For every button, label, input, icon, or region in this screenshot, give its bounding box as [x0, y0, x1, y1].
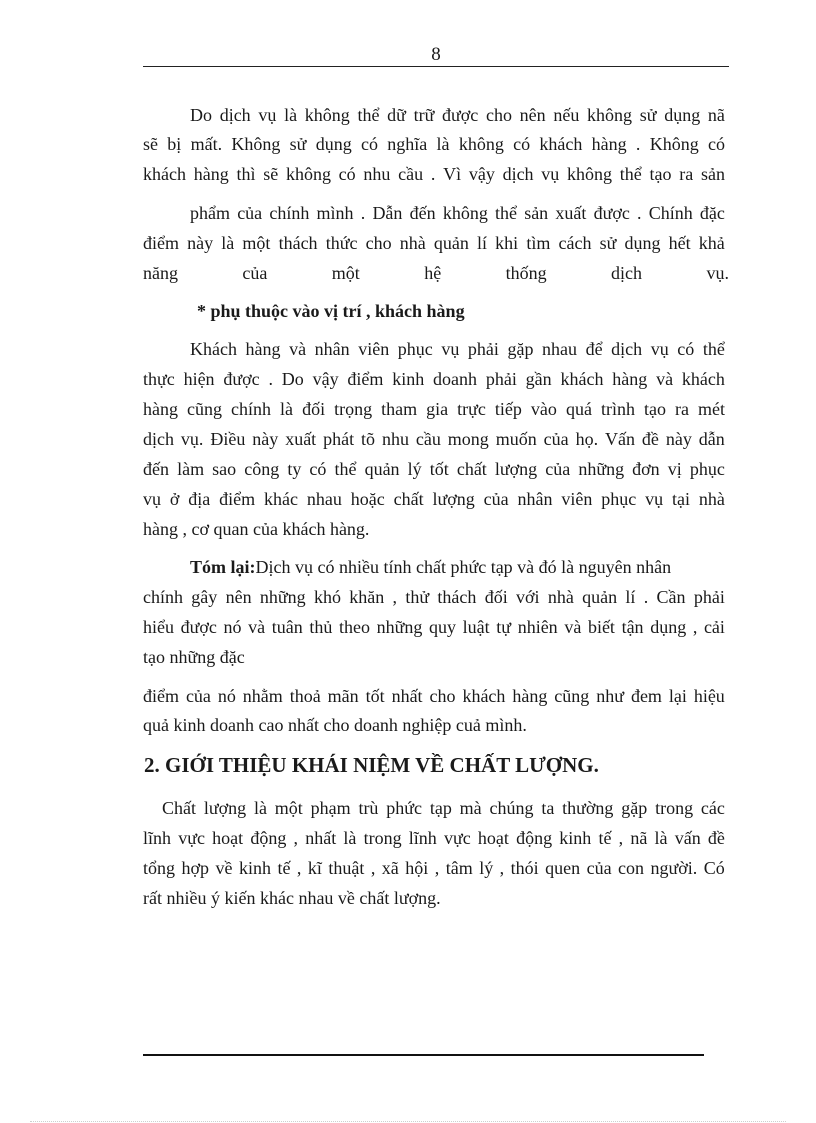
text-line: sẽ bị mất. Không sử dụng có nghĩa là không có khách hàng . Không có: [143, 134, 725, 154]
text-line: rất nhiều ý kiến khác nhau về chất lượng.: [143, 888, 441, 908]
text-line: Do dịch vụ là không thể dữ trữ được cho nên nếu không sử dụng nã: [190, 105, 725, 125]
text-line: thực hiện được . Do vậy điểm kinh doanh phải gần khách hàng và khách: [143, 369, 725, 389]
text-line: lĩnh vực hoạt động , nhất là trong lĩnh vực hoạt động kinh tế , nã là vấn đề: [143, 828, 725, 848]
word: của: [242, 263, 268, 283]
header-rule: [143, 66, 729, 67]
text-line: đến làm sao công ty có thể quản lý tốt chất lượng của những đơn vị phục: [143, 459, 725, 479]
text-line: tổng hợp về kinh tế , kĩ thuật , xã hội , tâm lý , thói quen của con người. Có: [143, 858, 725, 878]
text-line: quả kinh doanh cao nhất cho doanh nghiệp cuả mình.: [143, 715, 527, 735]
text-line: hàng cũng chính là đối trọng tham gia trực tiếp vào quá trình tạo ra mét: [143, 399, 725, 419]
text-line: [190, 556, 725, 578]
section-heading: 2. GIỚI THIỆU KHÁI NIỆM VỀ CHẤT LƯỢNG.: [144, 753, 599, 777]
word: thống: [505, 263, 547, 283]
text-line: điểm này là một thách thức cho nhà quản lí khi tìm cách sử dụng hết khả: [143, 233, 725, 253]
word: vụ.: [706, 263, 729, 283]
summary-first-line: Dịch vụ có nhiều tính chất phức tạp và đó là nguyên nhân: [255, 557, 672, 577]
text-line: hiểu được nó và tuân thủ theo những quy luật tự nhiên và biết tận dụng , cải: [143, 617, 725, 637]
word: hệ: [424, 263, 442, 283]
text-line: điểm của nó nhằm thoả mãn tốt nhất cho khách hàng cũng như đem lại hiệu: [143, 686, 725, 706]
word: năng: [143, 263, 178, 283]
footer-rule: [143, 1054, 704, 1056]
text-line-spaced: [143, 262, 729, 284]
text-line: Khách hàng và nhân viên phục vụ phải gặp nhau để dịch vụ có thể: [190, 339, 725, 359]
text-line: khách hàng thì sẽ không có nhu cầu . Vì vậy dịch vụ không thể tạo ra sản: [143, 164, 725, 184]
word: dịch: [611, 263, 643, 283]
text-line: dịch vụ. Điều này xuất phát tõ nhu cầu mong muốn của họ. Vấn đề này dẫn: [143, 429, 725, 449]
text-line: phẩm của chính mình . Dẫn đến không thể sản xuất được . Chính đặc: [190, 203, 725, 223]
text-line: vụ ở địa điểm khác nhau hoặc chất lượng của nhân viên phục vụ tại nhà: [143, 489, 725, 509]
subheading: * phụ thuộc vào vị trí , khách hàng: [197, 301, 465, 321]
word: một: [331, 263, 360, 283]
page-number: 8: [431, 44, 441, 65]
text-line: chính gây nên những khó khăn , thử thách đối với nhà quản lí . Cần phải: [143, 587, 725, 607]
summary-label: Tóm lại:: [190, 557, 256, 577]
text-line: hàng , cơ quan của khách hàng.: [143, 519, 370, 539]
text-line: tạo những đặc: [143, 647, 245, 667]
page-edge-dots: [30, 1121, 786, 1122]
text-line: Chất lượng là một phạm trù phức tạp mà chúng ta thường gặp trong các: [162, 798, 725, 818]
